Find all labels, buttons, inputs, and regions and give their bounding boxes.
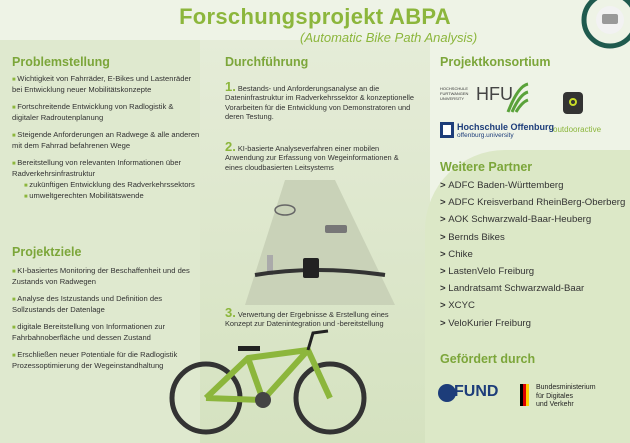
partner-item: > LastenVelo Freiburg [440,266,625,283]
step-number: 2. [225,139,236,154]
offenburg-logo-subtext: offenburg.university [457,132,514,139]
partner-item: > ADFC Baden-Württemberg [440,180,625,197]
mfund-logo: FUND [454,383,499,400]
partner-item: > AOK Schwarzwald-Baar-Heuberg [440,214,625,231]
hfu-logo-small-text: HOCHSCHULE FURTWANGEN UNIVERSITY [440,86,469,101]
outdooractive-text: outdooractive [553,125,602,134]
problem-list [12,74,202,209]
consortium-heading: Projektkonsortium [440,55,551,69]
partner-item: > VeloKurier Freiburg [440,318,625,335]
step-2 [225,139,415,172]
outdooractive-icon [563,92,583,114]
partner-item: > Bernds Bikes [440,232,625,249]
execution-heading: Durchführung [225,55,309,69]
problem-heading: Problemstellung [12,55,110,69]
step-text: KI-basierte Analyseverfahren einer mobilen Anwendung zur Erfassung von Wegeinformationen & eines cloudbasierten Leitsystems [225,144,399,172]
step-number: 1. [225,79,236,94]
hfu-emblem-icon [506,82,530,114]
step-text: Bestands- und Anforderungsanalyse an die Dateninfrastruktur im Radverkehrssektor & konzeptionelle Vorarbeiten für die Entwicklung von Demonstratoren und deren Testung. [225,84,414,122]
bike-path-image [215,180,415,305]
ministry-line: und Verkehr [536,401,574,408]
list-subitem: ■ zukünftigen Entwicklung des Radverkehrssektors [24,180,202,191]
list-item: ■ Erschließen neuer Potentiale für die Radlogistik Prozessoptimierung der Wegeinstandhaltung [12,350,197,371]
page-title: Forschungsprojekt ABPA [179,4,451,29]
list-item [12,158,202,202]
ministry-line: Bundesministerium [536,384,596,391]
partner-item: > XCYC [440,300,625,317]
list-item: ■ Steigende Anforderungen an Radwege & alle anderen mit dem Fahrrad befahrenen Wege [12,130,202,151]
partners-heading: Weitere Partner [440,160,533,174]
partner-item: > Chike [440,249,625,266]
hfu-logo [440,82,530,116]
partners-list [440,180,625,335]
list-item-text: Bereitstellung von relevanten Informationen über Radverkehrsinfrastruktur [12,158,182,178]
list-item: ■ KI-basiertes Monitoring der Beschaffenheit und des Zustands von Radwegen [12,266,197,287]
step-3 [225,305,415,329]
list-item: ■ Fortschreitende Entwicklung von Radlogistik & digitaler Radroutenplanung [12,102,202,123]
list-item: ■ Wichtigkeit von Fahrräder, E-Bikes und Lastenräder bei Entwicklung neuer Mobilitätskonzepte [12,74,202,95]
page-subtitle: (Automatic Bike Path Analysis) [300,30,478,45]
funding-heading: Gefördert durch [440,352,536,366]
partner-item: > ADFC Kreisverband RheinBerg-Oberberg [440,197,625,214]
step-text: Verwertung der Ergebnisse & Erstellung eines Konzept zur Datenintegration und -bereitstellung [225,310,389,329]
ministry-line: für Digitales [536,392,573,400]
german-flag-icon [520,384,532,406]
list-item: ■ digitale Bereitstellung von Informationen zur Fahrbahnoberfläche und dessen Zustand [12,322,197,343]
goals-heading: Projektziele [12,245,82,259]
step-1 [225,79,415,122]
list-item: ■ Analyse des Istzustands und Definition des Sollzustands der Datenlage [12,294,197,315]
problem-sublist [24,180,202,202]
list-subitem: ■ umweltgerechten Mobilitätswende [24,191,202,202]
hfu-logo-text: HFU [476,84,513,104]
e-bike-image [168,328,368,440]
partner-item: > Landratsamt Schwarzwald-Baar [440,283,625,300]
ministry-name [536,384,596,410]
offenburg-emblem-icon [440,122,454,138]
step-number: 3. [225,305,236,320]
offenburg-logo-text: Hochschule Offenburg [457,122,555,132]
